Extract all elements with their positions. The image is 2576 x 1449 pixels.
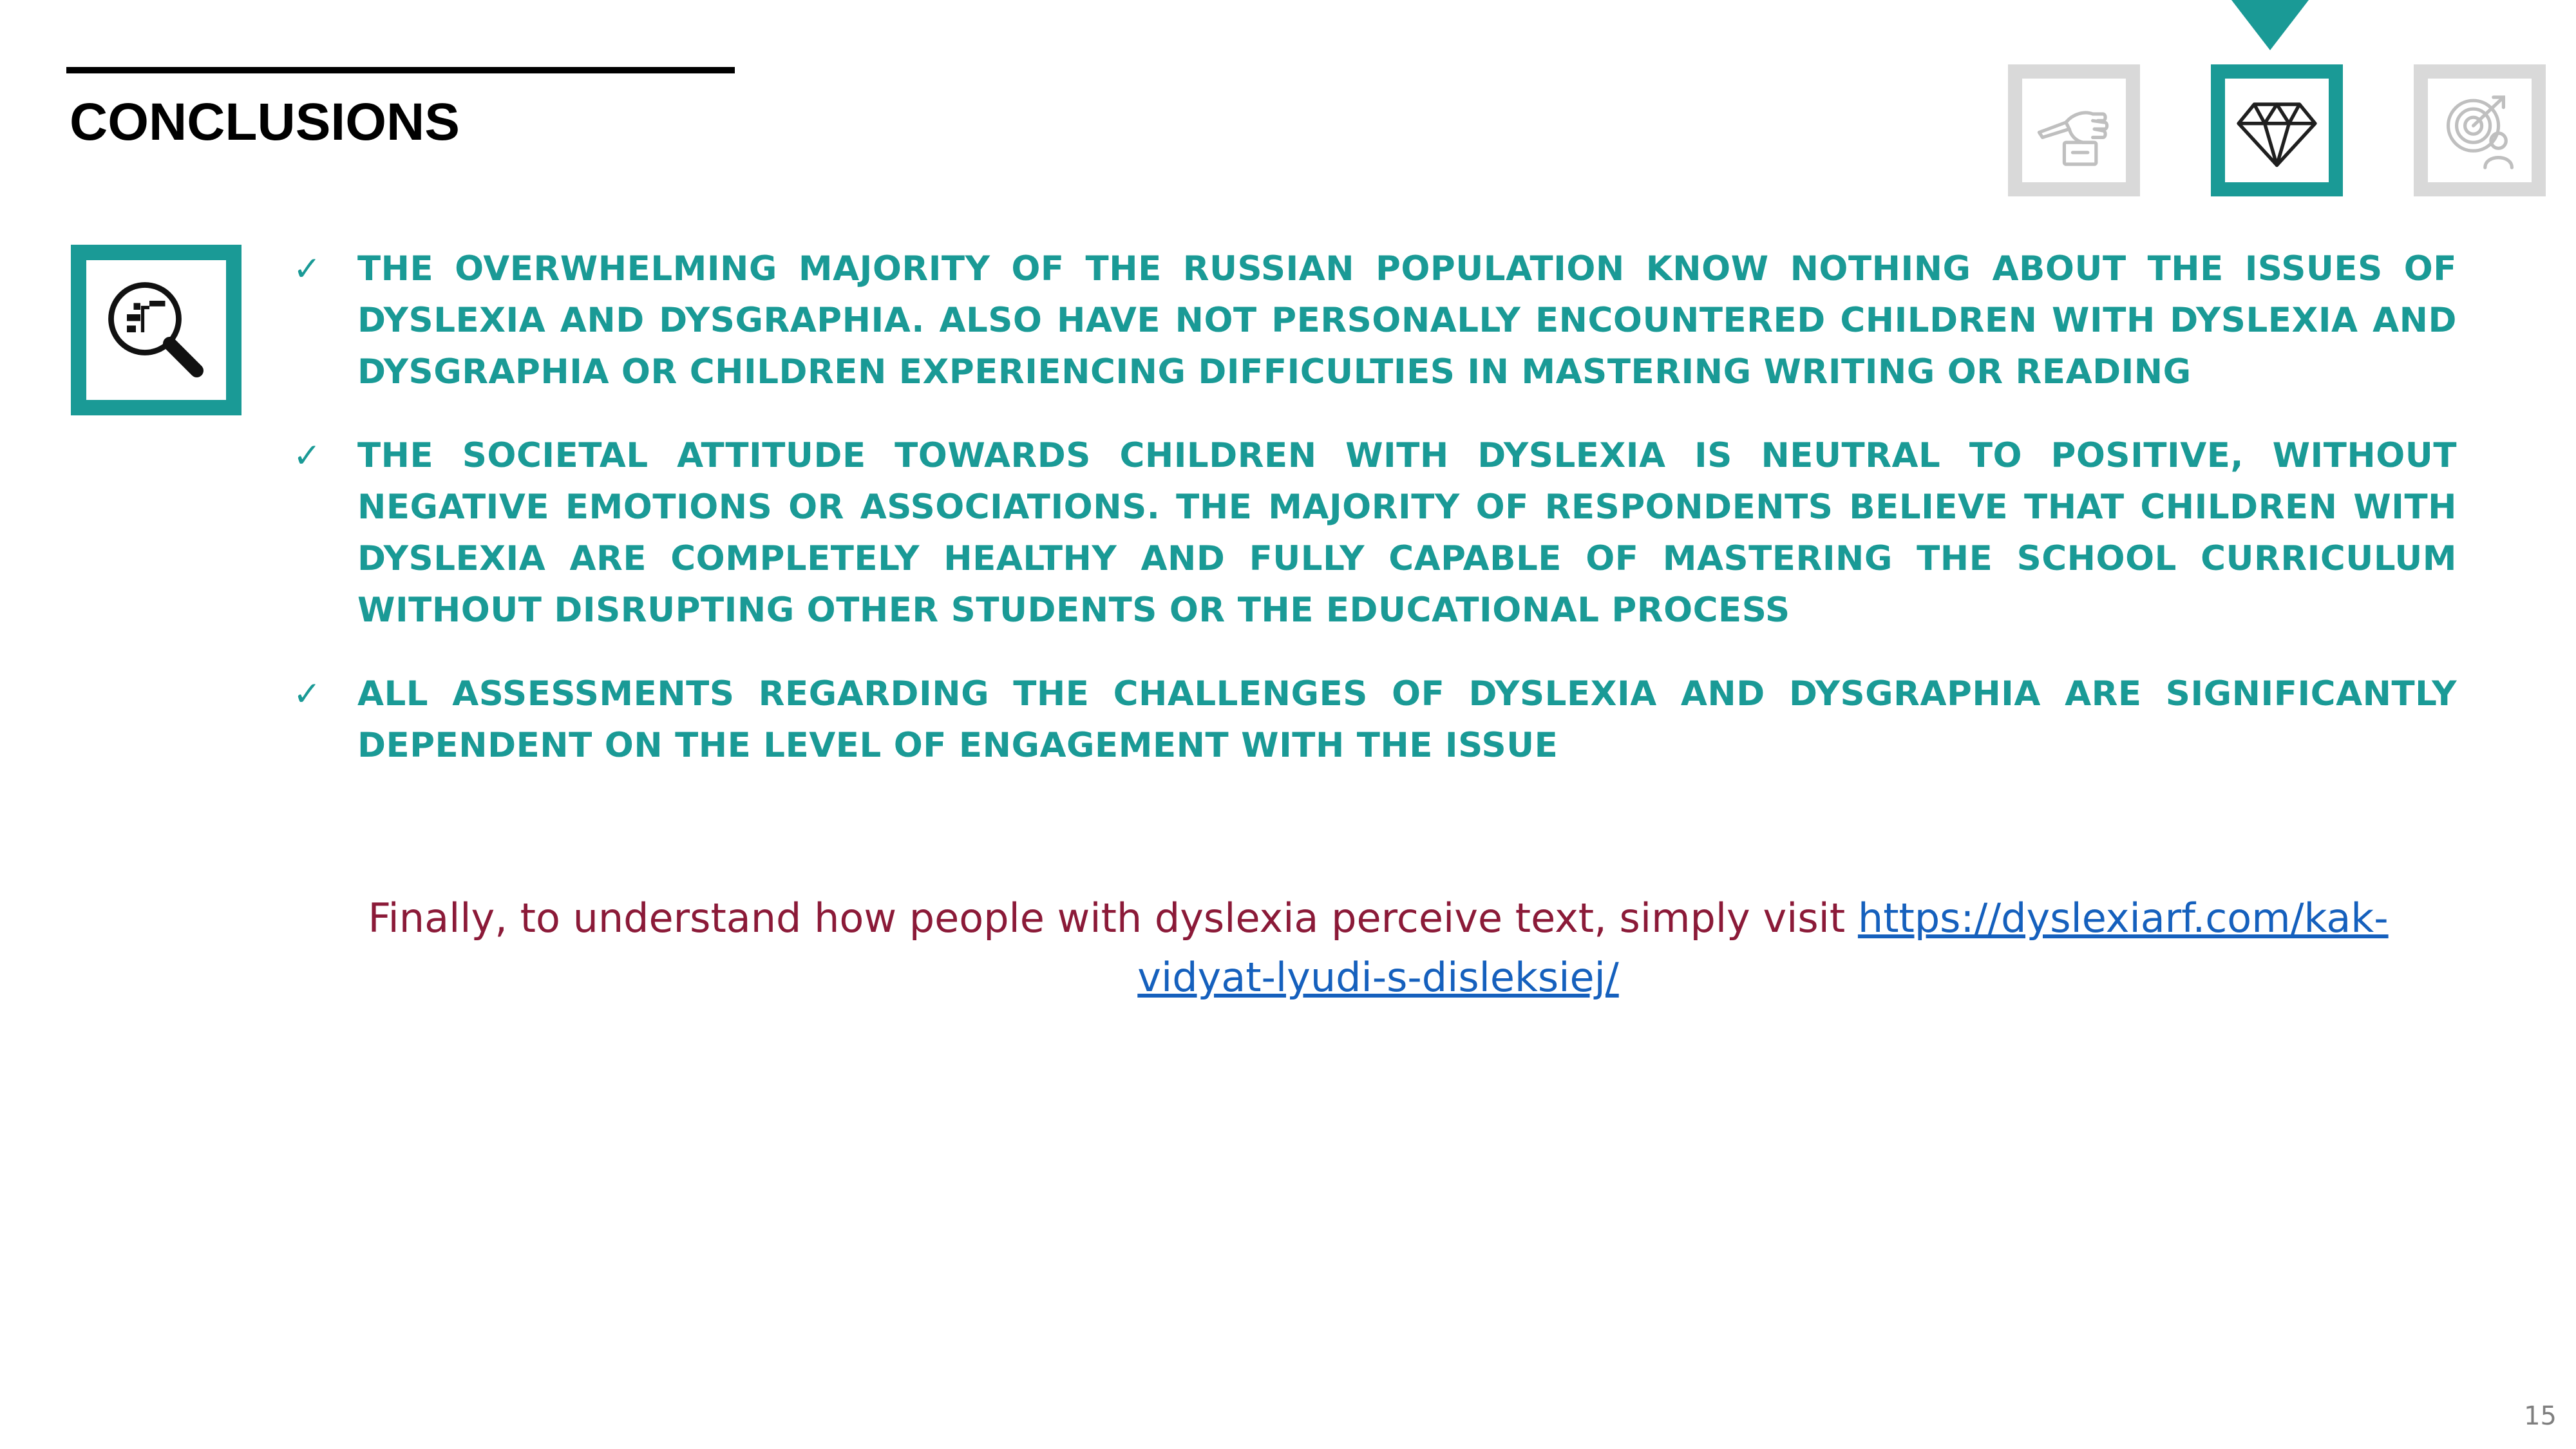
title-rule xyxy=(66,67,735,73)
conclusion-text: THE OVERWHELMING MAJORITY OF THE RUSSIAN POPULATION KNOW NOTHING ABOUT THE ISSUES OF DYSLEXIA AND DYSGRAPHIA. ALSO HAVE NOT PERSONALLY ENCOUNTERED CHILDREN WITH DYSLEXIA AND DYSGRAPHIA OR CHILDREN EXPERIENCING DIFFICULTIES IN MASTERING WRITING OR READING xyxy=(357,249,2457,392)
nav-tab-hand-with-pen[interactable] xyxy=(2008,64,2140,196)
final-note-text: Finally, to understand how people with dyslexia perceive text, simply visit xyxy=(368,895,1858,942)
slide-title: CONCLUSIONS xyxy=(70,93,460,151)
checkmark-icon: ✓ xyxy=(293,250,321,289)
diamond-icon xyxy=(2233,87,2320,174)
nav-tab-target-person[interactable] xyxy=(2414,64,2546,196)
conclusion-item xyxy=(293,668,2457,772)
conclusion-text: THE SOCIETAL ATTITUDE TOWARDS CHILDREN WITH DYSLEXIA IS NEUTRAL TO POSITIVE, WITHOUT NEGATIVE EMOTIONS OR ASSOCIATIONS. THE MAJORITY OF RESPONDENTS BELIEVE THAT CHILDREN WITH DYSLEXIA ARE COMPLETELY HEALTHY AND FULLY CAPABLE OF MASTERING THE SCHOOL CURRICULUM WITHOUT DISRUPTING OTHER STUDENTS OR THE EDUCATIONAL PROCESS xyxy=(357,436,2457,630)
final-note xyxy=(303,889,2454,1007)
page-number: 15 xyxy=(2524,1401,2557,1431)
conclusion-text: ALL ASSESSMENTS REGARDING THE CHALLENGES OF DYSLEXIA AND DYSGRAPHIA ARE SIGNIFICANTLY DEPENDENT ON THE LEVEL OF ENGAGEMENT WITH THE ISSUE xyxy=(357,674,2457,765)
conclusions-list xyxy=(293,243,2457,804)
magnifier-chart-icon xyxy=(100,274,213,386)
checkmark-icon: ✓ xyxy=(293,437,321,475)
hand-with-pen-icon xyxy=(2032,89,2116,173)
conclusion-item xyxy=(293,243,2457,398)
checkmark-icon: ✓ xyxy=(293,675,321,714)
nav-tab-diamond[interactable] xyxy=(2211,64,2343,196)
section-icon-frame xyxy=(71,245,242,415)
conclusion-item xyxy=(293,430,2457,636)
active-tab-pointer-icon xyxy=(2231,0,2309,50)
target-person-icon xyxy=(2438,89,2522,173)
dyslexia-link[interactable]: https://dyslexiarf.com/kak-vidyat-lyudi-s-disleksiej/ xyxy=(1137,895,2389,1001)
